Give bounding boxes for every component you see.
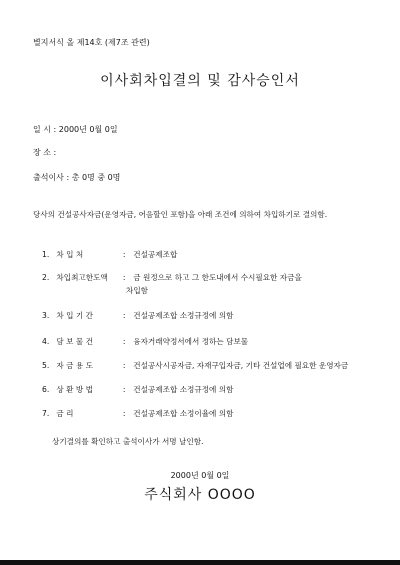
item-number: 4. <box>42 337 50 346</box>
item-number: 5. <box>42 361 50 370</box>
item-label: 담 보 물 건 <box>56 337 94 346</box>
item-colon: : <box>122 337 126 346</box>
resolution-statement: 당사의 건설공사자금(운영자금, 어음할인 포함)을 아래 조건에 의하여 차입하기로 결의함. <box>33 210 328 219</box>
item-colon: : <box>122 409 126 418</box>
item-number: 1. <box>42 250 50 259</box>
item-colon: : <box>122 311 126 320</box>
condition-item-interest <box>42 408 233 419</box>
condition-item-repayment <box>42 384 233 395</box>
attendance-count: 출석이사 : 총 0명 중 0명 <box>33 173 121 182</box>
item-number: 6. <box>42 385 50 394</box>
item-label: 차 입 기 간 <box>56 311 94 320</box>
item-colon: : <box>122 385 126 394</box>
item-number: 3. <box>42 311 50 320</box>
condition-item-lender <box>42 249 177 260</box>
signing-date: 2000년 0월 0일 <box>170 471 230 480</box>
meeting-date: 일 시 : 2000년 0월 0일 <box>33 125 118 134</box>
condition-item-collateral <box>42 336 248 347</box>
item-label: 상 환 방 법 <box>56 385 94 394</box>
item-value: 금 원정으로 하고 그 한도내에서 수시필요한 자금을 <box>133 273 302 282</box>
item-number: 7. <box>42 409 50 418</box>
item-value: 건설공제조합 <box>133 250 178 259</box>
item-label: 자 금 용 도 <box>56 361 94 370</box>
item-value: 건설공제조합 소정규정에 의함 <box>133 385 234 394</box>
condition-item-period <box>42 310 233 321</box>
item-label: 금 리 <box>56 409 74 418</box>
meeting-place: 장 소 : <box>33 148 57 157</box>
item-value: 건설공사시공자금, 자재구입자금, 기타 건설업에 필요한 운영자금 <box>133 361 349 370</box>
item-label: 차입최고한도액 <box>56 273 108 282</box>
item-colon: : <box>122 273 126 282</box>
item-value: 건설공제조합 소정이율에 의함 <box>133 409 234 418</box>
item-value: 건설공제조합 소정규정에 의함 <box>133 311 234 320</box>
item-value: 융자거래약정서에서 정하는 담보물 <box>133 337 249 346</box>
item-label: 차 입 처 <box>56 250 84 259</box>
item-colon: : <box>122 361 126 370</box>
condition-item-limit <box>42 272 302 283</box>
confirmation-statement: 상기결의를 확인하고 출석이사가 서명 날인함. <box>52 437 204 446</box>
item-number: 2. <box>42 273 50 282</box>
document-title: 이사회차입결의 및 감사승인서 <box>100 73 300 89</box>
form-reference: 별지서식 올 제14호 (제7조 관련) <box>33 38 150 47</box>
condition-item-purpose <box>42 360 348 371</box>
bottom-border <box>0 560 400 565</box>
company-name: 주식회사 OOOO <box>144 487 256 503</box>
condition-item-limit-continuation: 차입함 <box>126 286 149 295</box>
item-colon: : <box>122 250 126 259</box>
